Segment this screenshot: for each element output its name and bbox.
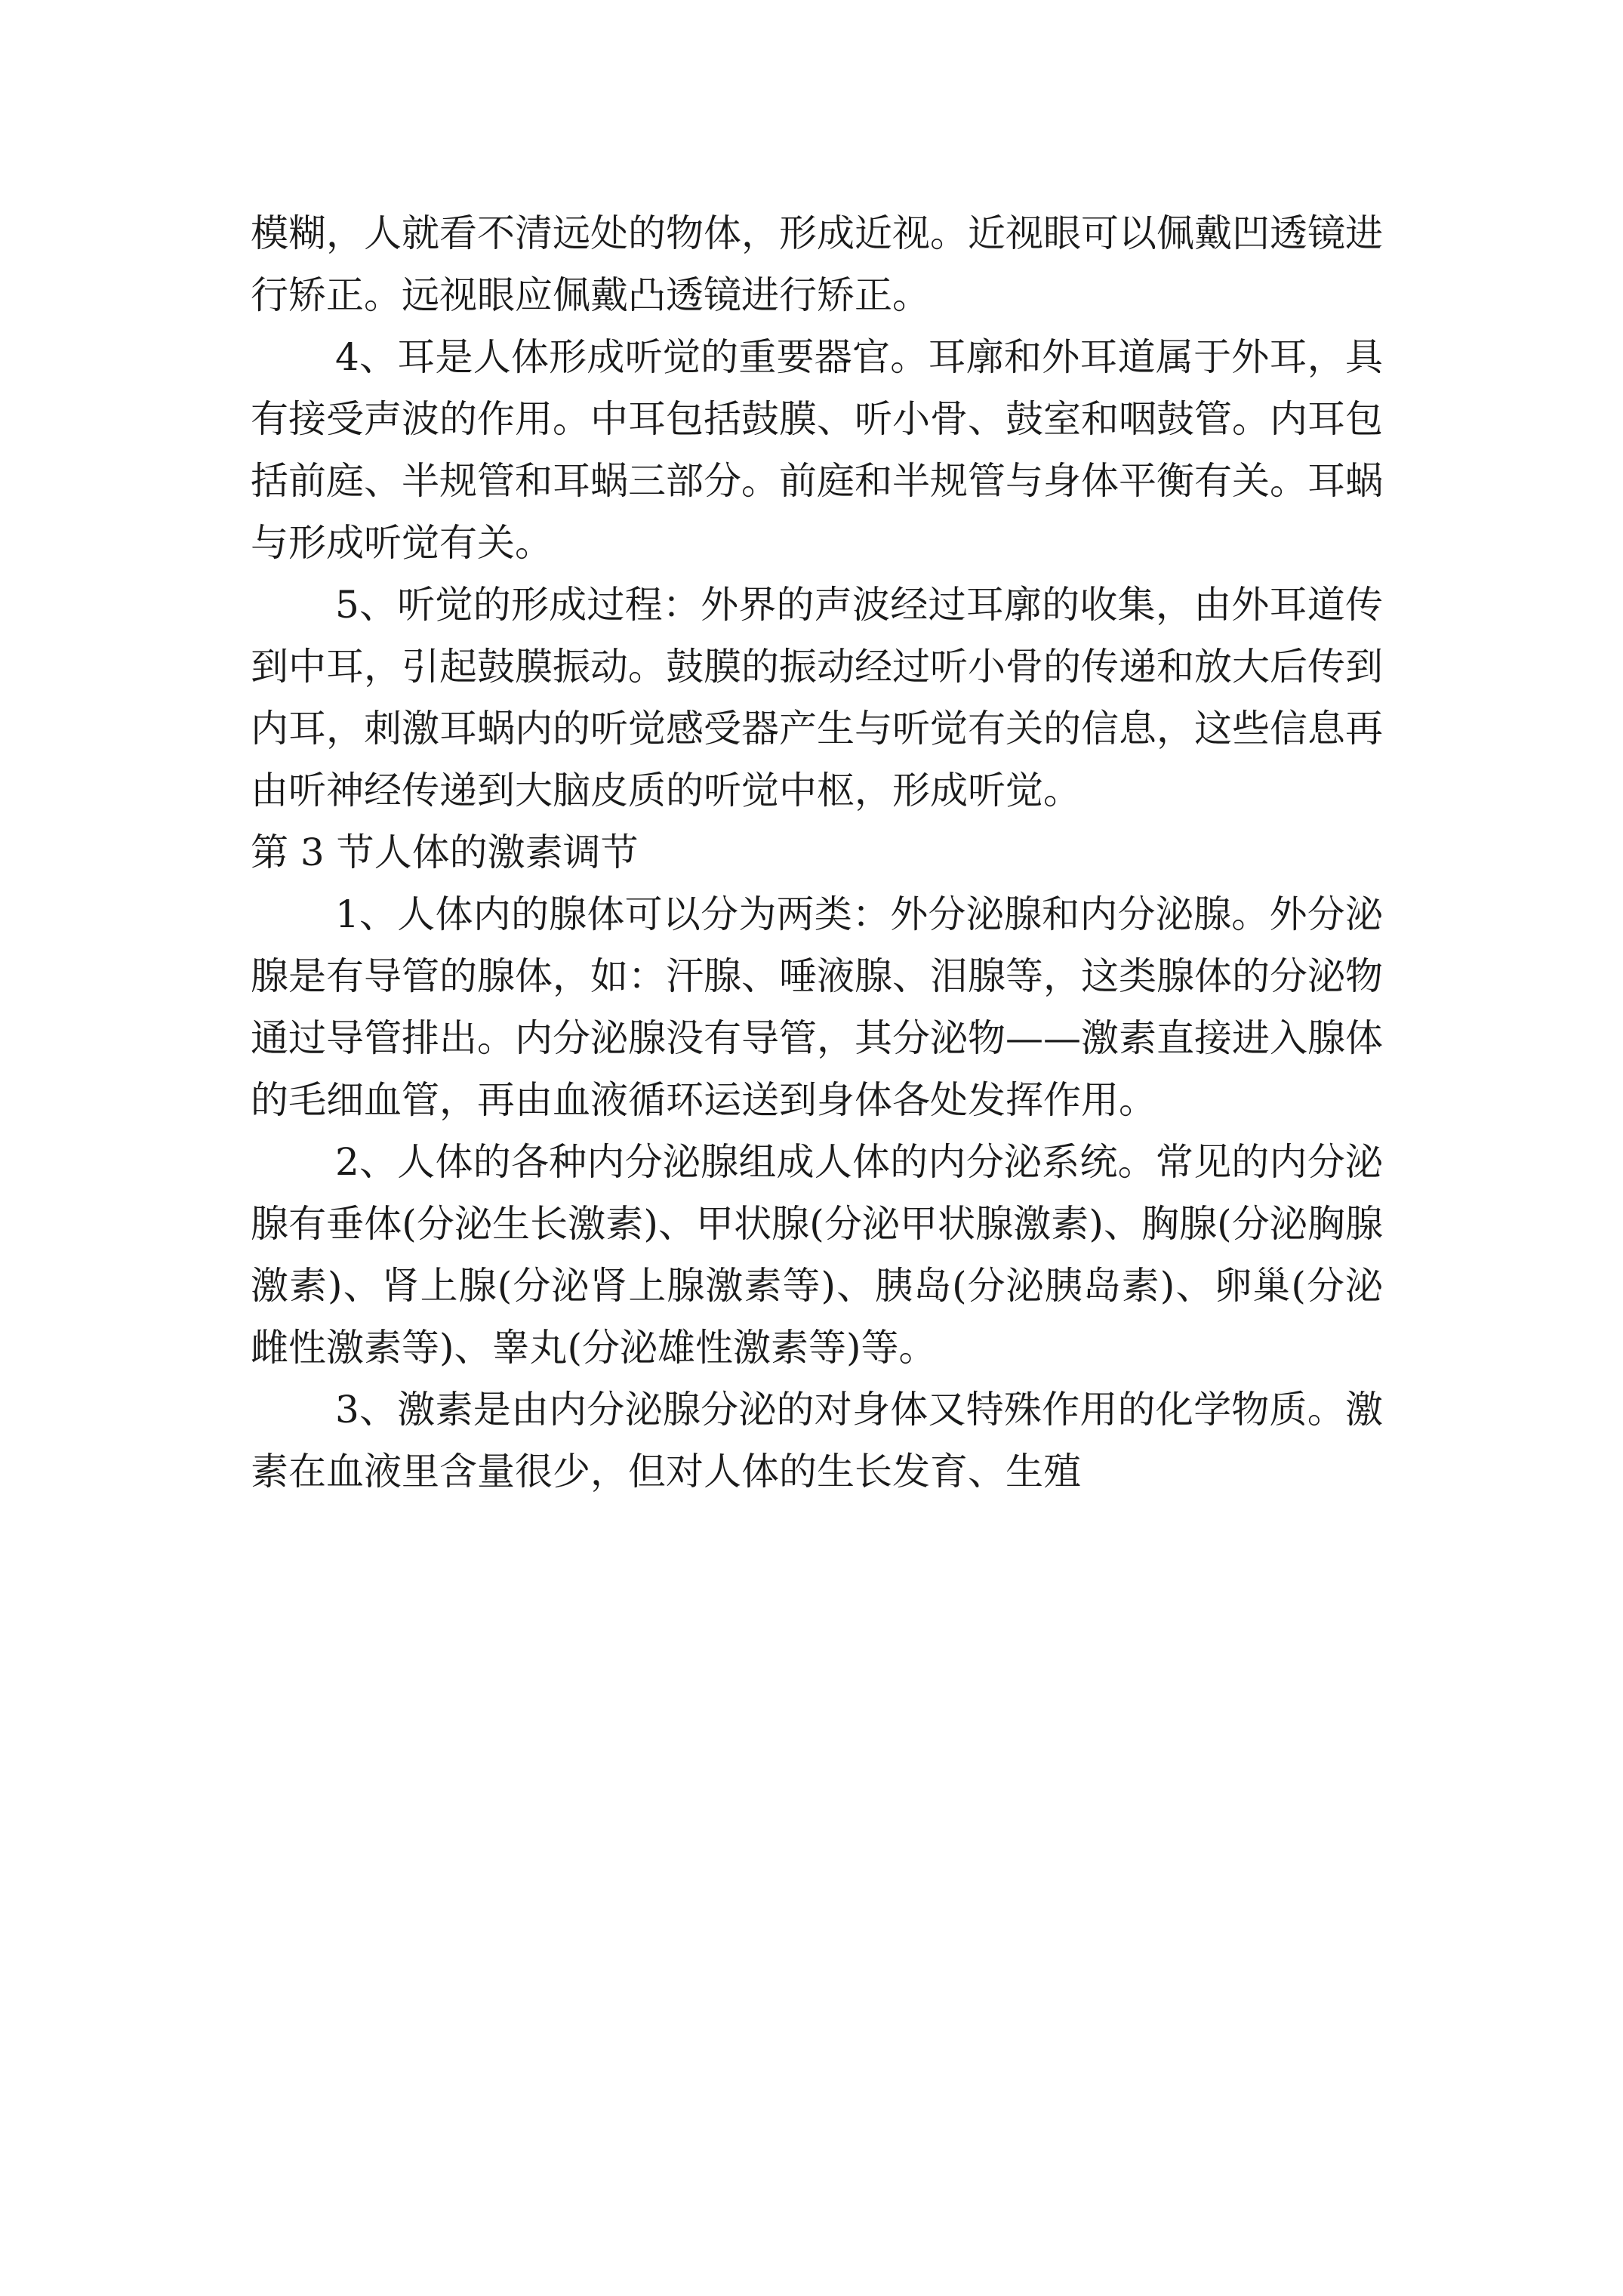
document-body [251,202,1383,1502]
paragraph-hearing-process: 5、听觉的形成过程：外界的声波经过耳廓的收集，由外耳道传到中耳，引起鼓膜振动。鼓膜的振动经过听小骨的传递和放大后传到内耳，刺激耳蜗内的听觉感受器产生与听觉有关的信息，这些信息再由听神经传递到大脑皮质的听觉中枢，形成听觉。 [251,583,1383,812]
paragraph-ear-structure: 4、耳是人体形成听觉的重要器官。耳廓和外耳道属于外耳，具有接受声波的作用。中耳包括鼓膜、听小骨、鼓室和咽鼓管。内耳包括前庭、半规管和耳蜗三部分。前庭和半规管与身体平衡有关。耳蜗与形成听觉有关。 [251,335,1383,565]
paragraph-endocrine-system: 2、人体的各种内分泌腺组成人体的内分泌系统。常见的内分泌腺有垂体(分泌生长激素)、甲状腺(分泌甲状腺激素)、胸腺(分泌胸腺激素)、肾上腺(分泌肾上腺激素等)、胰岛(分泌胰岛素)、卵巢(分泌雌性激素等)、睾丸(分泌雄性激素等)等。 [251,1140,1383,1370]
paragraph-gland-types: 1、人体内的腺体可以分为两类：外分泌腺和内分泌腺。外分泌腺是有导管的腺体，如：汗腺、唾液腺、泪腺等，这类腺体的分泌物通过导管排出。内分泌腺没有导管，其分泌物——激素直接进入腺体的毛细血管，再由血液循环运送到身体各处发挥作用。 [251,892,1383,1122]
paragraph-hormones: 3、激素是由内分泌腺分泌的对身体又特殊作用的化学物质。激素在血液里含量很少，但对人体的生长发育、生殖 [251,1388,1383,1493]
paragraph-continuation: 模糊，人就看不清远处的物体，形成近视。近视眼可以佩戴凹透镜进行矫正。远视眼应佩戴凸透镜进行矫正。 [251,211,1383,317]
section-heading: 第 3 节人体的激素调节 [251,831,639,874]
